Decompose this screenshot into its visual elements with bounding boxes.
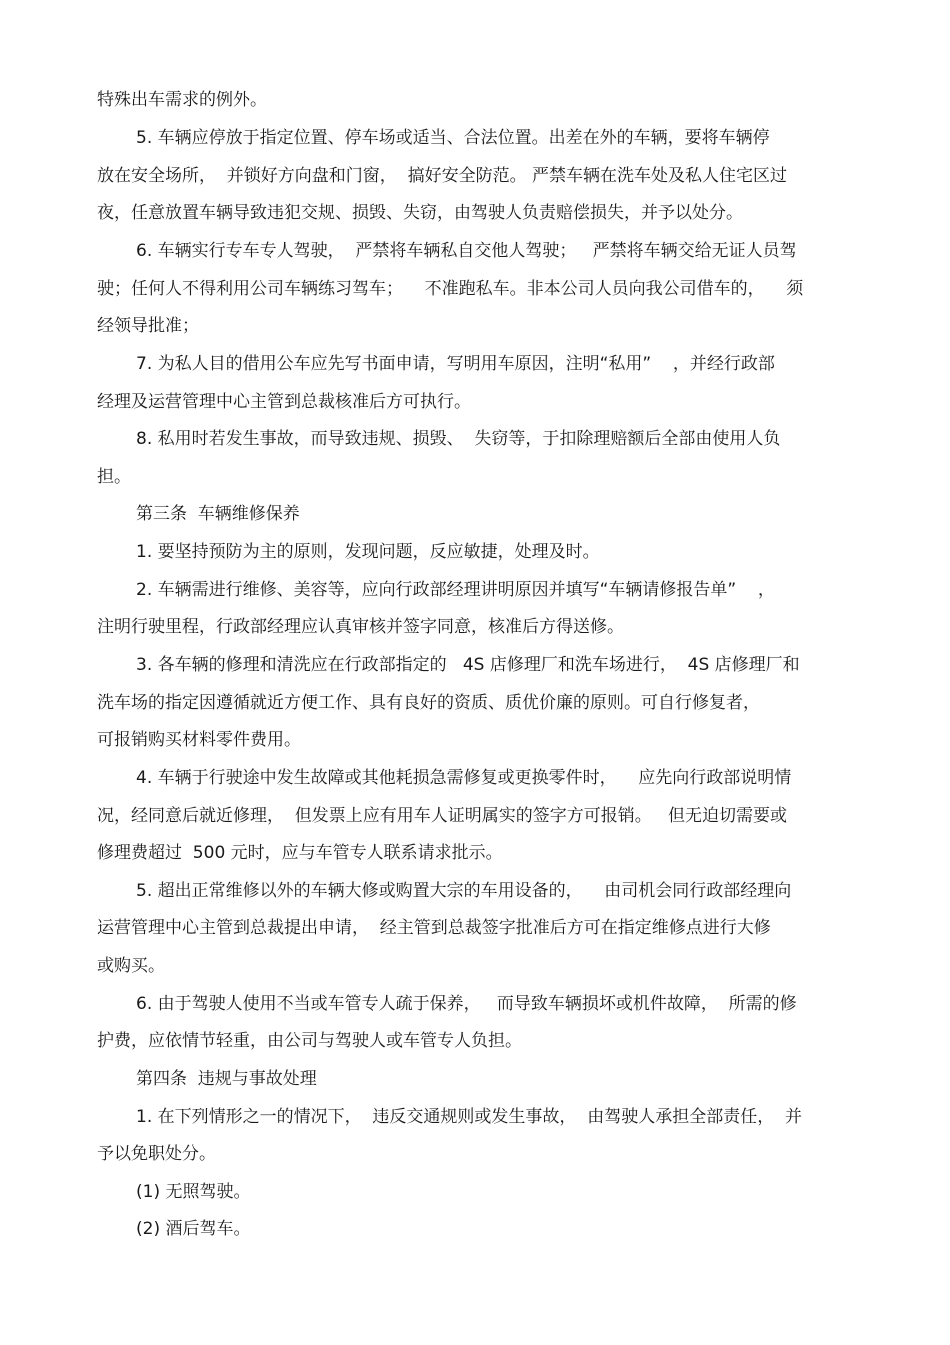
section-heading: 第三条 车辆维修保养	[136, 504, 300, 524]
body-line: 放在安全场所， 并锁好方向盘和门窗， 搞好安全防范。 严禁车辆在洗车处及私人住宅区过	[97, 166, 788, 186]
body-line: 1. 在下列情形之一的情况下， 违反交通规则或发生事故， 由驾驶人承担全部责任， 并	[136, 1107, 803, 1127]
list-item: (2) 酒后驾车。	[136, 1219, 251, 1239]
section-heading: 第四条 违规与事故处理	[136, 1069, 317, 1089]
body-line: 驶；任何人不得利用公司车辆练习驾车； 不准跑私车。非本公司人员向我公司借车的， 须	[97, 279, 804, 299]
body-line: 可报销购买材料零件费用。	[97, 730, 301, 750]
body-line: 洗车场的指定因遵循就近方便工作、具有良好的资质、质优价廉的原则。可自行修复者，	[97, 693, 760, 713]
body-line: 担。	[97, 467, 131, 487]
body-line: 3. 各车辆的修理和清洗应在行政部指定的 4S 店修理厂和洗车场进行， 4S 店修理厂和	[136, 655, 800, 675]
body-line: 经领导批准；	[97, 316, 199, 336]
body-line: 1. 要坚持预防为主的原则，发现问题，反应敏捷，处理及时。	[136, 542, 600, 562]
body-line: 特殊出车需求的例外。	[97, 90, 267, 110]
body-line: 夜，任意放置车辆导致违犯交规、损毁、失窃，由驾驶人负责赔偿损失，并予以处分。	[97, 203, 743, 223]
list-item: (1) 无照驾驶。	[136, 1182, 251, 1202]
body-line: 护费，应依情节轻重，由公司与驾驶人或车管专人负担。	[97, 1031, 522, 1051]
body-line: 6. 由于驾驶人使用不当或车管专人疏于保养， 而导致车辆损坏或机件故障， 所需的修	[136, 994, 797, 1014]
body-line: 注明行驶里程，行政部经理应认真审核并签字同意，核准后方得送修。	[97, 617, 624, 637]
body-line: 4. 车辆于行驶途中发生故障或其他耗损急需修复或更换零件时， 应先向行政部说明情	[136, 768, 792, 788]
body-line: 2. 车辆需进行维修、美容等，应向行政部经理讲明原因并填写“车辆请修报告单” ，	[136, 580, 775, 600]
body-line: 6. 车辆实行专车专人驾驶， 严禁将车辆私自交他人驾驶； 严禁将车辆交给无证人员驾	[136, 241, 797, 261]
body-line: 修理费超过 500 元时，应与车管专人联系请求批示。	[97, 843, 503, 863]
body-line: 予以免职处分。	[97, 1144, 216, 1164]
body-line: 运营管理中心主管到总裁提出申请， 经主管到总裁签字批准后方可在指定维修点进行大修	[97, 918, 771, 938]
body-line: 或购买。	[97, 956, 165, 976]
body-line: 5. 超出正常维修以外的车辆大修或购置大宗的车用设备的， 由司机会同行政部经理向	[136, 881, 792, 901]
body-line: 况，经同意后就近修理， 但发票上应有用车人证明属实的签字方可报销。 但无迫切需要或	[97, 806, 788, 826]
body-line: 5. 车辆应停放于指定位置、停车场或适当、合法位置。出差在外的车辆，要将车辆停	[136, 128, 770, 148]
body-line: 8. 私用时若发生事故，而导致违规、损毁、 失窃等，于扣除理赔额后全部由使用人负	[136, 429, 781, 449]
body-line: 经理及运营管理中心主管到总裁核准后方可执行。	[97, 392, 471, 412]
body-line: 7. 为私人目的借用公车应先写书面申请，写明用车原因，注明“私用” ，并经行政部	[136, 354, 775, 374]
